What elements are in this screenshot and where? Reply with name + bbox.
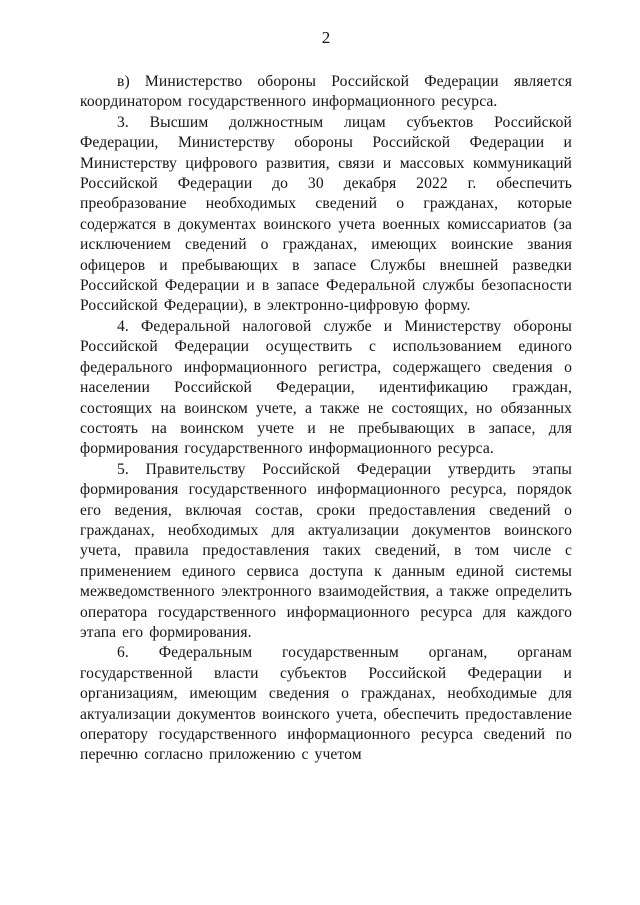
paragraph-item-5: 5. Правительству Российской Федерации утвердить этапы формирования государственного информационного ресурса, порядок его ведения, включая состав, сроки предоставления сведений о гражданах, необходимых для актуализации документов воинского учета, правила предоставления таких сведений, в том числе с применением единого сервиса доступа к данным единой системы межведомственного электронного взаимодействия, а также определить оператора государственного информационного ресурса для каждого этапа его формирования. [80, 460, 572, 641]
paragraph-item-3: 3. Высшим должностным лицам субъектов Российской Федерации, Министерству обороны Российской Федерации и Министерству цифрового развития, связи и массовых коммуникаций Российской Федерации до 30 декабря 2022 г. обеспечить преобразование необходимых сведений о гражданах, которые содержатся в документах воинского учета военных комиссариатов (за исключением сведений о гражданах, имеющих воинские звания офицеров и пребывающих в запасе Службы внешней разведки Российской Федерации и в запасе Федеральной службы безопасности Российской Федерации), в электронно-цифровую форму. [80, 113, 572, 315]
paragraph-item-4: 4. Федеральной налоговой службе и Министерству обороны Российской Федерации осуществить с использованием единого федерального информационного регистра, содержащего сведения о населении Российской Федерации, идентификацию граждан, состоящих на воинском учете, а также не состоящих, но обязанных состоять на воинском учете и не пребывающих в запасе, для формирования государственного информационного ресурса. [80, 317, 572, 458]
paragraph-subitem-v: в) Министерство обороны Российской Федерации является координатором государственного информационного ресурса. [80, 73, 572, 111]
page-number: 2 [321, 28, 331, 47]
paragraph-item-6: 6. Федеральным государственным органам, органам государственной власти субъектов Российской Федерации и организациям, имеющим сведения о гражданах, необходимые для актуализации документов воинского учета, обеспечить предоставление оператору государственного информационного ресурса сведений по перечню согласно приложению с учетом [80, 644, 572, 764]
document-body [80, 72, 572, 766]
